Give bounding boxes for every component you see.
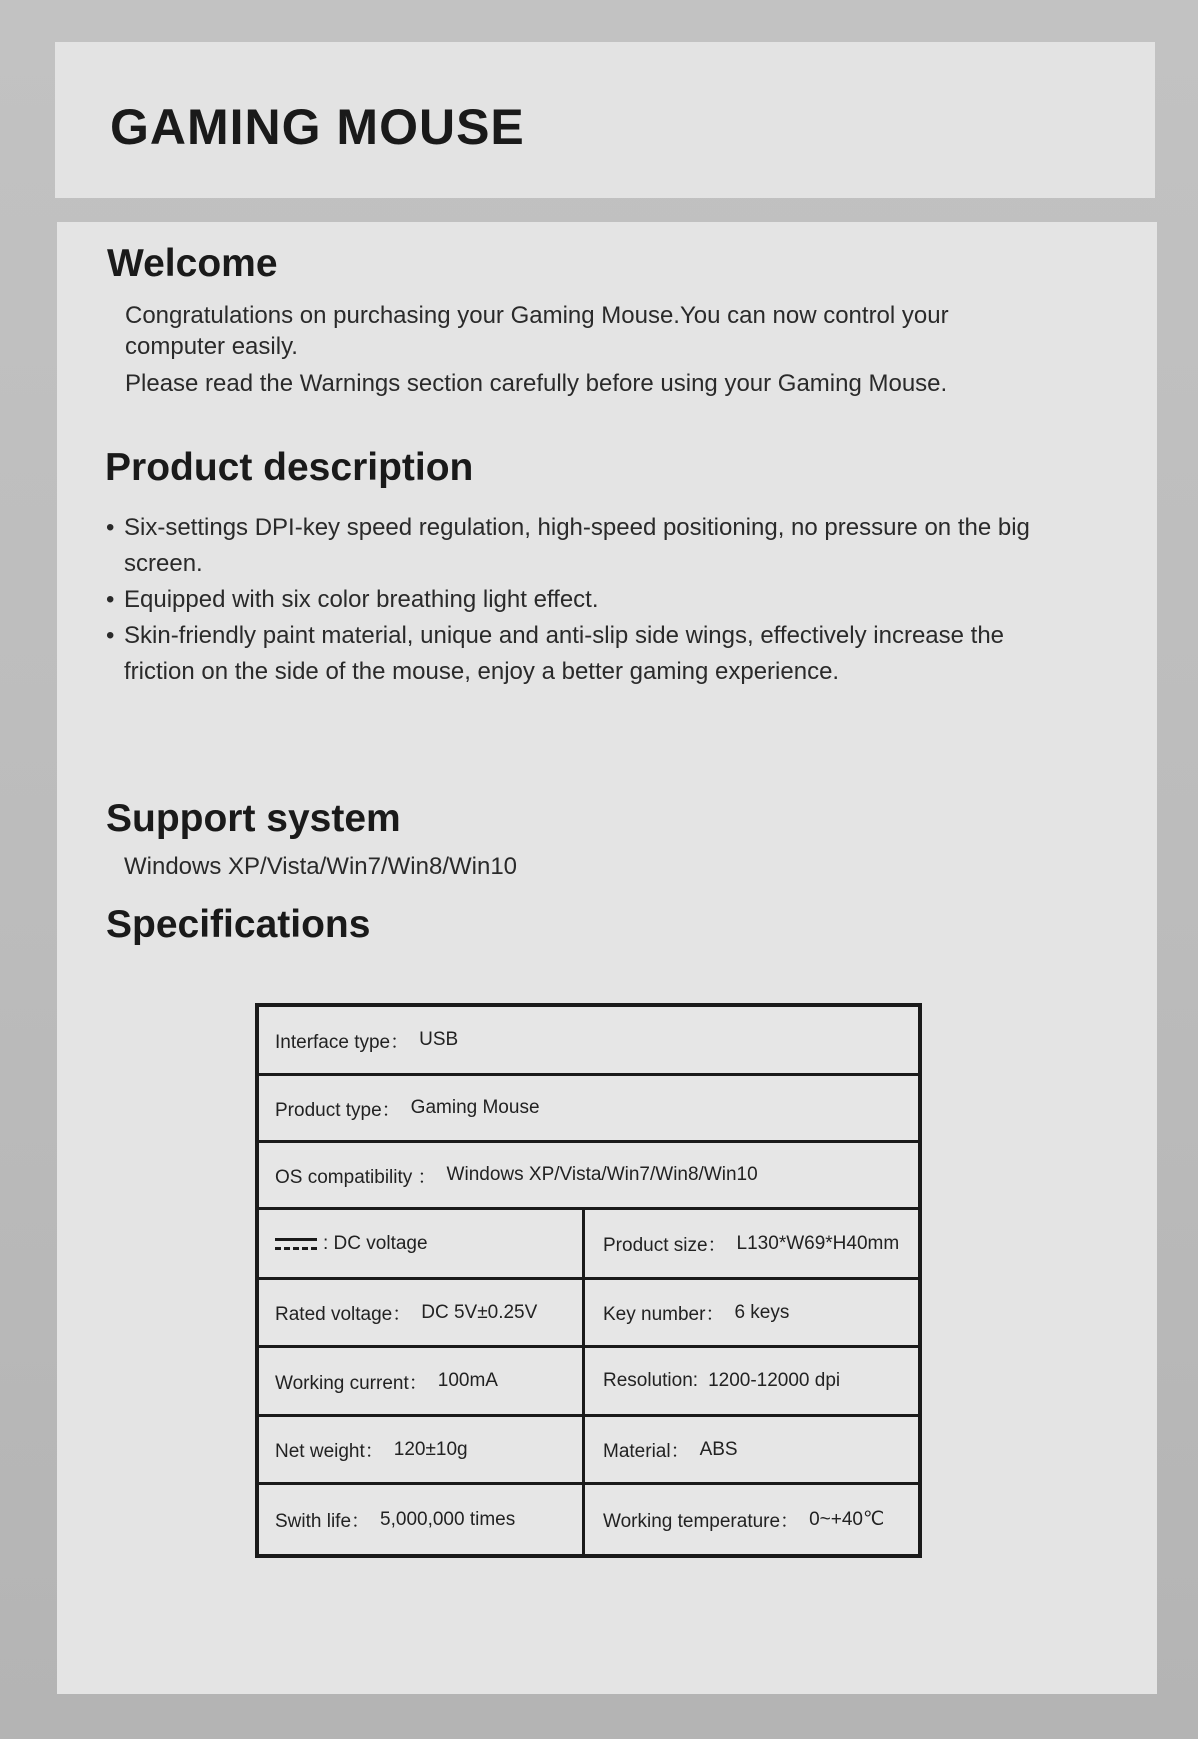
support-system-text: Windows XP/Vista/Win7/Win8/Win10 (124, 853, 518, 880)
product-description-heading: Product description (105, 446, 474, 489)
switch-life-cell (259, 1485, 585, 1554)
resolution-cell (585, 1348, 920, 1414)
support-system-heading: Support system (106, 797, 401, 840)
interface-type-label: Interface type： (275, 1031, 410, 1053)
table-row (259, 1143, 918, 1210)
net-weight-value: 120±10g (393, 1438, 468, 1460)
product-size-label: Product size： (603, 1235, 727, 1256)
welcome-line-2: computer easily. (125, 333, 298, 360)
product-description-list (106, 510, 1066, 690)
table-row (259, 1485, 918, 1554)
resolution-label: Resolution: (603, 1370, 699, 1391)
product-type-label: Product type： (275, 1099, 401, 1121)
dc-voltage-label: : DC voltage (323, 1232, 428, 1254)
table-row (259, 1417, 918, 1485)
os-compatibility-value: Windows XP/Vista/Win7/Win8/Win10 (446, 1164, 758, 1185)
working-current-value: 100mA (437, 1370, 498, 1391)
working-temperature-value: 0~+40℃ (809, 1509, 885, 1530)
list-item: • Six-settings DPI-key speed regulation, high-speed positioning, no pressure on the big screen. (106, 510, 1066, 582)
dc-voltage-cell (259, 1210, 585, 1277)
table-row (259, 1210, 918, 1280)
rated-voltage-value: DC 5V±0.25V (421, 1301, 538, 1323)
material-value: ABS (699, 1438, 738, 1460)
product-size-cell (585, 1210, 920, 1277)
product-type-cell (259, 1076, 918, 1140)
list-item: • Equipped with six color breathing light effect. (106, 582, 1066, 618)
interface-type-value: USB (419, 1029, 459, 1050)
switch-life-label: Swith life： (275, 1511, 371, 1532)
welcome-heading: Welcome (107, 242, 278, 285)
key-number-cell (585, 1280, 920, 1345)
welcome-line-1: Congratulations on purchasing your Gaming Mouse.You can now control your (125, 302, 949, 329)
product-type-value: Gaming Mouse (410, 1097, 540, 1118)
table-row (259, 1280, 918, 1348)
rated-voltage-cell (259, 1280, 585, 1345)
os-compatibility-cell (259, 1143, 918, 1207)
os-compatibility-label: OS compatibility ： (275, 1166, 437, 1188)
welcome-line-3: Please read the Warnings section carefully before using your Gaming Mouse. (125, 370, 948, 397)
specifications-heading: Specifications (106, 903, 371, 946)
dc-voltage-icon (275, 1235, 317, 1253)
page-title: GAMING MOUSE (110, 99, 525, 155)
material-label: Material： (603, 1441, 690, 1462)
table-row (259, 1007, 918, 1076)
switch-life-value: 5,000,000 times (380, 1508, 516, 1530)
interface-type-cell (259, 1007, 918, 1073)
table-row (259, 1348, 918, 1417)
key-number-value: 6 keys (734, 1301, 790, 1323)
working-current-cell (259, 1348, 585, 1414)
net-weight-cell (259, 1417, 585, 1482)
material-cell (585, 1417, 920, 1482)
working-current-label: Working current： (275, 1372, 428, 1394)
net-weight-label: Net weight： (275, 1441, 384, 1462)
key-number-label: Key number： (603, 1304, 725, 1325)
working-temperature-label: Working temperature： (603, 1511, 800, 1532)
product-size-value: L130*W69*H40mm (736, 1232, 900, 1254)
working-temperature-cell (585, 1485, 920, 1554)
resolution-value: 1200-12000 dpi (708, 1370, 841, 1391)
list-item: • Skin-friendly paint material, unique and anti-slip side wings, effectively increase the friction on the side of the mouse, enjoy a better gaming experience. (106, 618, 1066, 690)
rated-voltage-label: Rated voltage： (275, 1304, 412, 1325)
table-row (259, 1076, 918, 1143)
specifications-table (255, 1003, 922, 1558)
